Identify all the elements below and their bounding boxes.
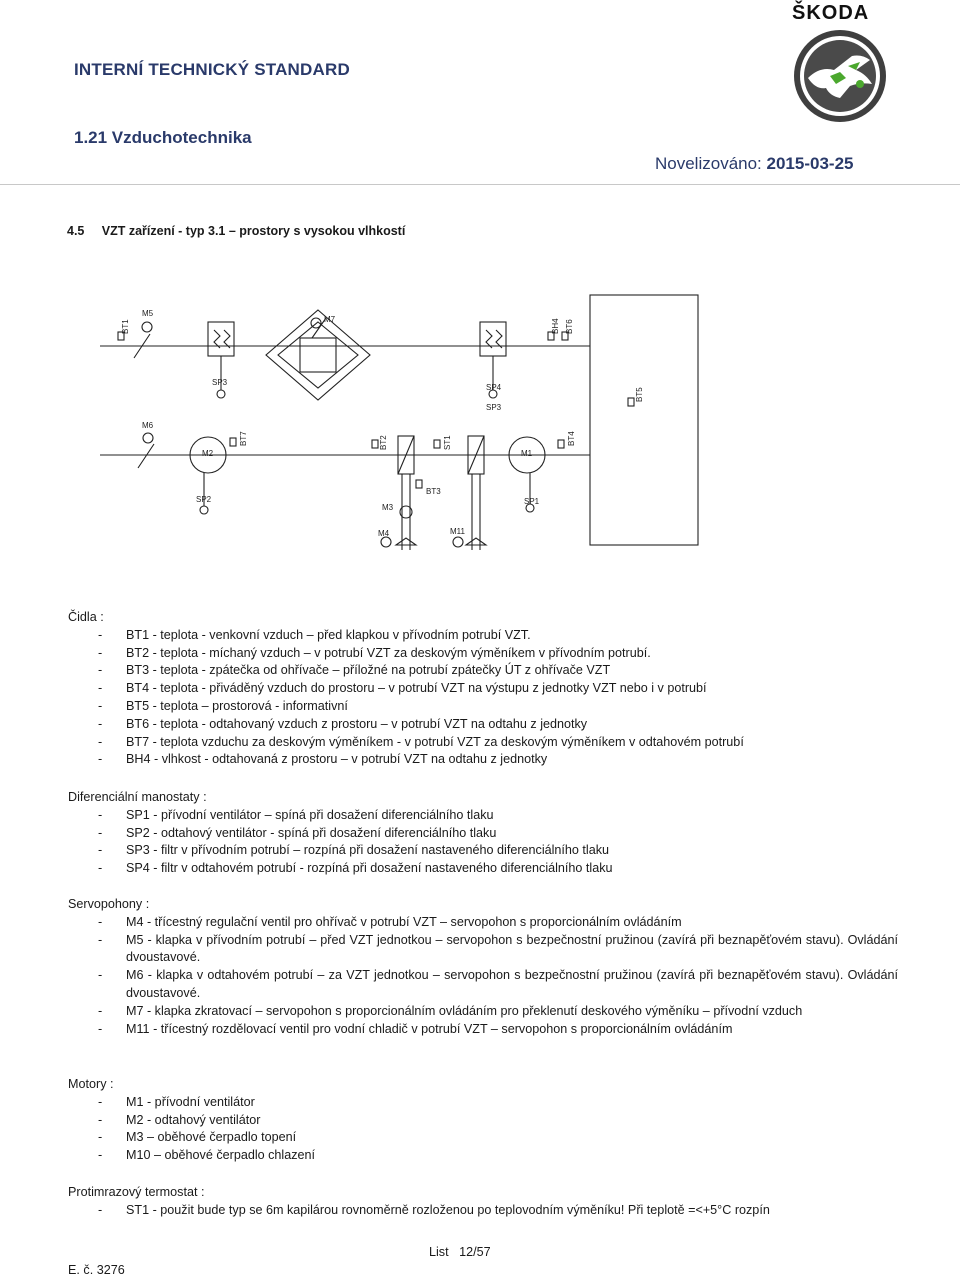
label-bt3: BT3 [426, 487, 441, 496]
label-m6: M6 [142, 421, 154, 430]
list-item: - M5 - klapka v přívodním potrubí – před VZT jednotkou – servopohon s bezpečnostní pružinou (zavírá při beznapěťovém stavu). Ovládání dvoustavové. [98, 932, 898, 965]
label-sp3b: SP3 [486, 403, 502, 412]
damper-m6 [138, 444, 154, 468]
list-item: - BT7 - teplota vzduchu za deskovým výměníkem - v potrubí VZT za deskovým výměníkem v odtahovém potrubí [98, 734, 744, 749]
brand-wordmark: ŠKODA [792, 2, 870, 24]
label-bt4: BT4 [567, 431, 576, 446]
valve-m4 [396, 538, 416, 545]
sensors-section [68, 609, 898, 769]
document-number: E. č. 3276 [68, 1263, 125, 1277]
list-item: - SP3 - filtr v přívodním potrubí – rozpíná při dosažení nastaveného diferenciálního tlaku [98, 843, 610, 858]
list-item: - M3 – oběhové čerpadlo topení [98, 1130, 297, 1145]
list-item: - M4 - třícestný regulační ventil pro ohřívač v potrubí VZT – servopohon s proporcionálním ovládáním [98, 914, 682, 929]
label-m1: M1 [521, 449, 533, 458]
list-item: - M7 - klapka zkratovací – servopohon s proporcionálním ovládáním pro překlenutí deskového výměníku – přívodní vzduch [98, 1003, 803, 1018]
revision-date [655, 154, 853, 174]
list-item: - BH4 - vlhkost - odtahovaná z prostoru – v potrubí VZT na odtahu z jednotky [98, 752, 548, 767]
list-item: - BT1 - teplota - venkovní vzduch – před klapkou v přívodním potrubí VZT. [98, 627, 531, 642]
page-header [0, 0, 960, 185]
label-bt5: BT5 [635, 387, 644, 402]
vzt-schematic-diagram [90, 290, 730, 570]
sensors-heading: Čidla : [68, 610, 104, 624]
list-item: - BT2 - teplota - míchaný vzduch – v potrubí VZT za deskovým výměníkem v přívodním potrubí. [98, 645, 651, 660]
motors-heading: Motory : [68, 1077, 114, 1091]
label-sp1: SP1 [524, 497, 540, 506]
pressostats-heading: Diferenciální manostaty : [68, 790, 207, 804]
list-item: - SP4 - filtr v odtahovém potrubí - rozpíná při dosažení nastaveného diferenciálního tlaku [98, 861, 613, 876]
frost-thermostat-section [68, 1184, 898, 1220]
pressostats-section [68, 789, 898, 878]
label-bt7: BT7 [239, 431, 248, 446]
supply-filter-left [208, 322, 234, 356]
list-item: - M11 - třícestný rozdělovací ventil pro vodní chladič v potrubí VZT – servopohon s proporcionálním ovládáním [98, 1021, 733, 1036]
label-sp2: SP2 [196, 495, 212, 504]
label-m2: M2 [202, 449, 214, 458]
actuators-section [68, 896, 898, 1038]
plate-heat-exchanger [266, 310, 370, 400]
label-sp4: SP4 [486, 383, 502, 392]
label-m5: M5 [142, 309, 154, 318]
list-item: - BT5 - teplota – prostorová - informativní [98, 698, 348, 713]
label-bt6: BT6 [565, 319, 574, 334]
document-title: INTERNÍ TECHNICKÝ STANDARD [74, 60, 350, 79]
list-item: - BT3 - teplota - zpátečka od ohřívače – příložné na potrubí zpátečky ÚT z ohřívače VZT [98, 663, 611, 678]
label-m11: M11 [450, 527, 465, 536]
list-item: - SP2 - odtahový ventilátor - spíná při dosažení diferenciálního tlaku [98, 825, 497, 840]
room-outline [590, 295, 698, 545]
list-item: - SP1 - přívodní ventilátor – spíná při dosažení diferenciálního tlaku [98, 807, 494, 822]
supply-filter-right [480, 322, 506, 356]
label-m7: M7 [324, 315, 336, 324]
list-item: - M10 – oběhové čerpadlo chlazení [98, 1148, 316, 1163]
actuators-heading: Servopohony : [68, 897, 150, 911]
frost-heading: Protimrazový termostat : [68, 1185, 205, 1199]
page-number: List 12/57 [429, 1245, 491, 1259]
label-bt1: BT1 [121, 319, 130, 334]
list-item: - BT4 - teplota - přiváděný vzduch do prostoru – v potrubí VZT na výstupu z jednotky VZT nebo i v potrubí [98, 681, 707, 696]
sub-heading: 4.5 VZT zařízení - typ 3.1 – prostory s vysokou vlhkostí [67, 224, 406, 238]
label-st1: ST1 [443, 435, 452, 450]
label-bh4: BH4 [551, 318, 560, 334]
list-item: - M1 - přívodní ventilátor [98, 1094, 255, 1109]
list-item: - BT6 - teplota - odtahovaný vzduch z prostoru – v potrubí VZT na odtahu z jednotky [98, 716, 588, 731]
skoda-logo-icon [790, 26, 890, 131]
label-sp3a: SP3 [212, 378, 228, 387]
label-m4: M4 [378, 529, 390, 538]
revision-label: Novelizováno: [655, 154, 762, 173]
document-section: 1.21 Vzduchotechnika [74, 128, 252, 147]
motors-section [68, 1076, 898, 1165]
label-bt2: BT2 [379, 435, 388, 450]
list-item: - M2 - odtahový ventilátor [98, 1112, 261, 1127]
label-m3: M3 [382, 503, 394, 512]
list-item: - M6 - klapka v odtahovém potrubí – za VZT jednotkou – servopohon s bezpečnostní pružinou (zavírá při beznapěťovém stavu). Ovládání dvoustavové. [98, 968, 898, 1000]
valve-m11 [466, 538, 486, 545]
revision-value: 2015-03-25 [766, 154, 854, 173]
header-divider [0, 184, 960, 185]
list-item: - ST1 - použit bude typ se 6m kapilárou rovnoměrně rozloženou po teplovodním výměníku! Při teplotě =<+5°C rozpín [98, 1202, 770, 1217]
